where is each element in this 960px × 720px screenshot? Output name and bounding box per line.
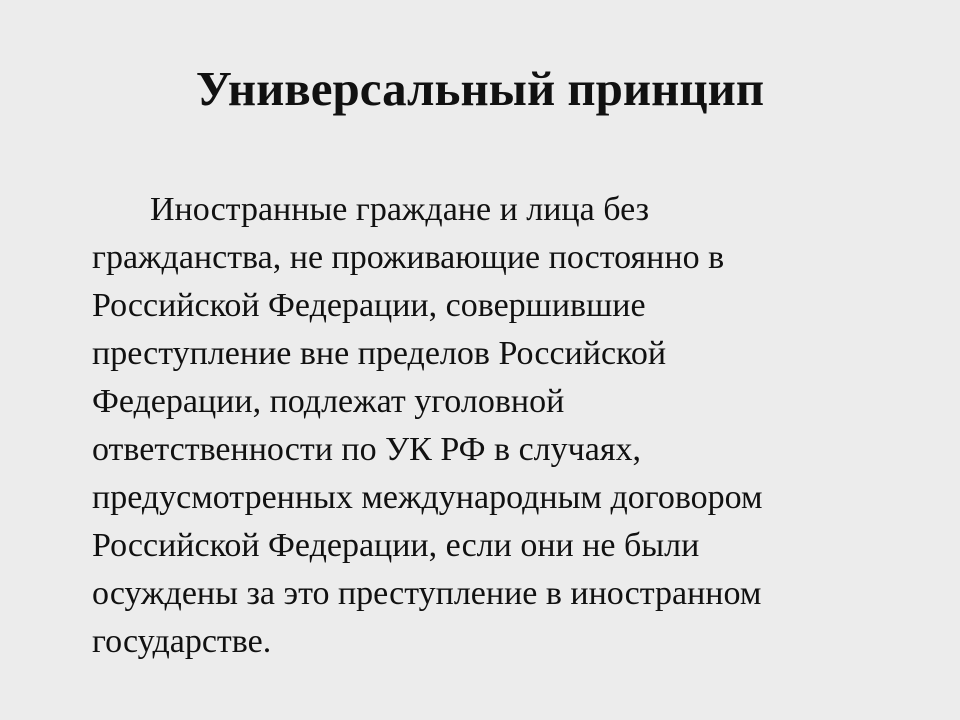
- paragraph-line: Российской Федерации, если они не были: [92, 527, 700, 564]
- paragraph-line: государстве.: [92, 623, 272, 660]
- slide-body-paragraph: [92, 186, 912, 666]
- paragraph-line: преступление вне пределов Российской: [92, 335, 667, 372]
- paragraph-line: Российской Федерации, совершившие: [92, 287, 646, 324]
- paragraph-line: предусмотренных международным договором: [92, 479, 763, 516]
- paragraph-line: гражданства, не проживающие постоянно в: [92, 239, 725, 276]
- paragraph-line: осуждены за это преступление в иностранном: [92, 575, 762, 612]
- paragraph-line: ответственности по УК РФ в случаях,: [92, 431, 641, 468]
- slide-title: Универсальный принцип: [195, 61, 765, 116]
- paragraph-line: Иностранные граждане и лица без: [150, 191, 650, 228]
- paragraph-line: Федерации, подлежат уголовной: [92, 383, 565, 420]
